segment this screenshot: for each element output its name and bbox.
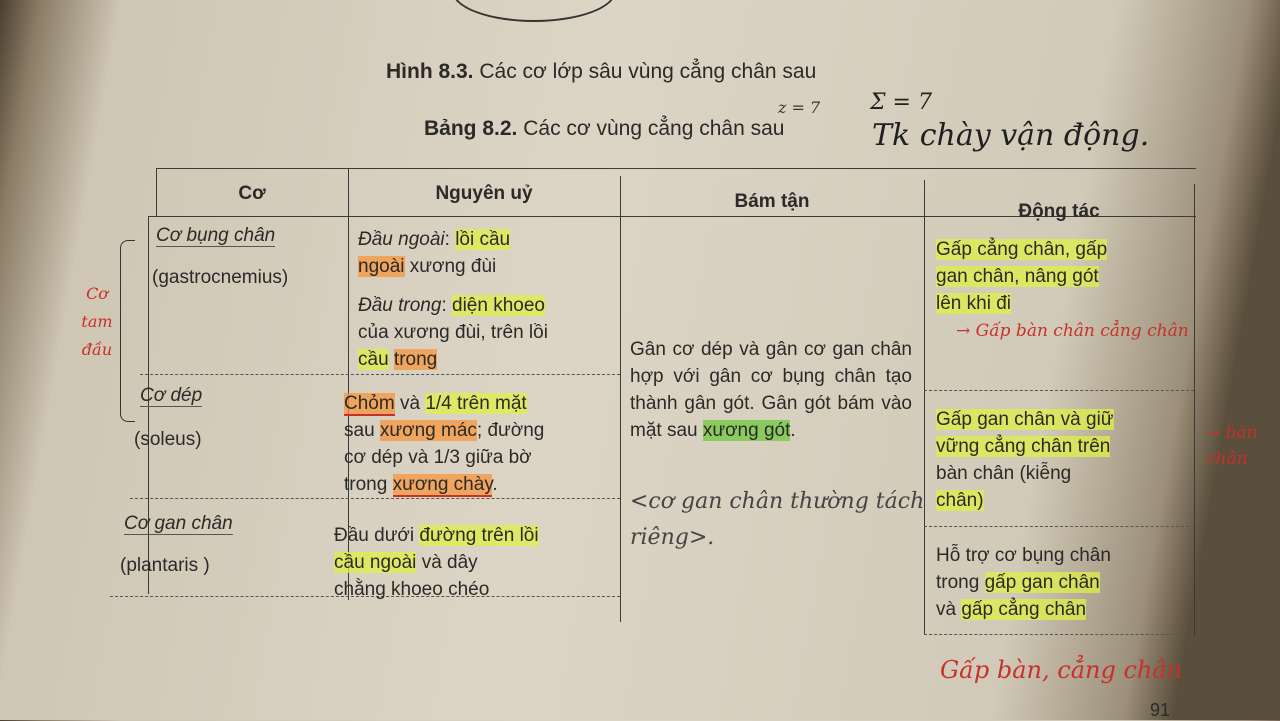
handwritten-ban-chan: → bàn chân — [1206, 423, 1258, 469]
muscle-latin-2: (soleus) — [134, 429, 202, 450]
origin-plantaris: Đầu dưới đường trên lồi cầu ngoài và dây chằng khoeo chéo — [334, 525, 539, 600]
muscle-table — [110, 168, 1200, 638]
handwritten-sigma: Σ = 7 — [870, 90, 932, 115]
handwritten-gap-note: → Gấp bàn chân cẳng chân — [956, 321, 1189, 341]
handwritten-top-note: Tk chày vận động. — [872, 118, 1150, 153]
handwritten-small-note: z = 7 — [778, 98, 821, 117]
handwritten-bracket-note: Cơ tam đầu — [81, 284, 113, 359]
header-muscle: Cơ — [238, 183, 266, 204]
header-insertion: Bám tận — [734, 191, 810, 212]
origin-soleus: Chỏm và 1/4 trên mặt sau xương mác; đường cơ dép và 1/3 giữa bờ trong xương chày. — [344, 393, 545, 495]
action-gastrocnemius: Gấp cẳng chân, gấp gan chân, nâng gót lên khi đi — [936, 239, 1108, 314]
insertion-text: Gân cơ dép và gân cơ gan chân hợp với gân cơ bụng chân tạo thành gân gót. Gân gót bám vào mặt sau xương gót. — [630, 339, 912, 441]
header-action: Động tác — [1018, 201, 1100, 222]
handwritten-middle-note: <cơ gan chân thường tách riêng>. — [630, 489, 925, 550]
header-origin: Nguyên uỷ — [435, 183, 533, 204]
figure-outline-decoration — [452, 0, 616, 22]
table-caption: Bảng 8.2. Các cơ vùng cẳng chân sau — [424, 117, 785, 140]
action-plantaris: Hỗ trợ cơ bụng chân trong gấp gan chân và gấp cẳng chân — [936, 545, 1111, 620]
handwritten-bottom-note: Gấp bàn, cẳng chân — [940, 656, 1183, 684]
muscle-latin-1: (gastrocnemius) — [152, 267, 289, 288]
action-soleus: Gấp gan chân và giữ vững cẳng chân trên bàn chân (kiễng chân) — [936, 409, 1114, 511]
muscle-name-2: Cơ dép — [140, 385, 203, 406]
bracket-mark — [120, 240, 135, 422]
muscle-name-3: Cơ gan chân — [124, 513, 233, 534]
origin-gastrocnemius-lateral: Đầu ngoài: lồi cầu ngoài xương đùi — [358, 229, 511, 277]
page-number: 91 — [1150, 700, 1171, 720]
muscle-name-1: Cơ bụng chân — [156, 225, 276, 246]
origin-gastrocnemius-medial: Đầu trong: diện khoeo của xương đùi, trên lồi cầu trong — [358, 295, 548, 370]
muscle-latin-3: (plantaris ) — [120, 555, 210, 576]
figure-caption: Hình 8.3. Các cơ lớp sâu vùng cẳng chân sau — [386, 60, 817, 83]
